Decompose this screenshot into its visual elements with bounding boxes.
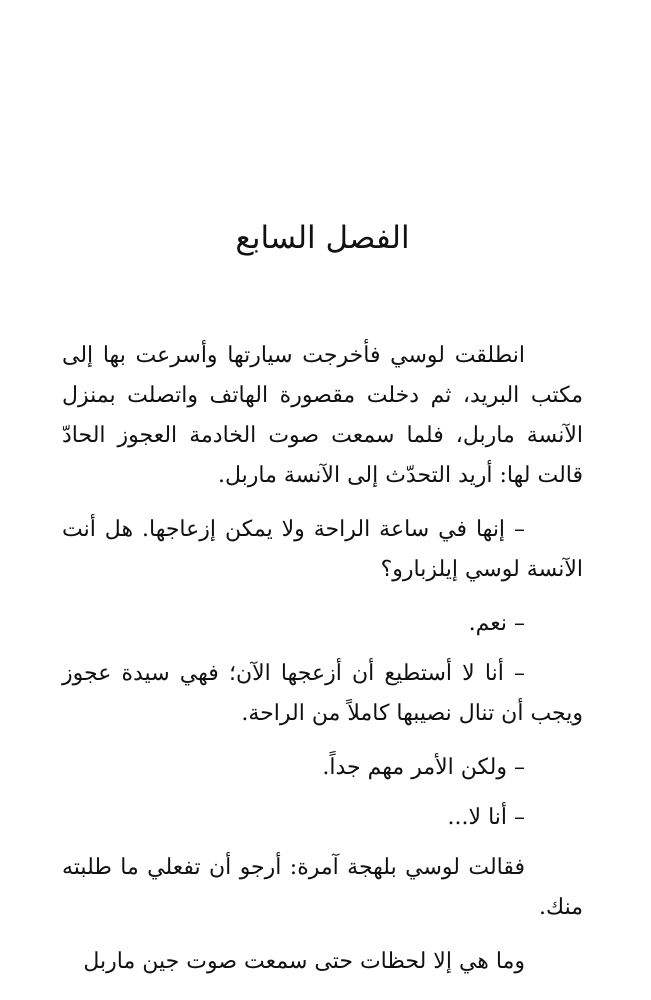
paragraph-6: – أنا لا... — [447, 805, 525, 830]
paragraph-5: – ولكن الأمر مهم جداً. — [322, 755, 525, 780]
chapter-body — [62, 336, 583, 996]
chapter-title: الفصل السابع — [235, 220, 410, 256]
book-page — [62, 0, 583, 1000]
paragraph-8: وما هي إلا لحظات حتى سمعت صوت جين ماربل — [83, 949, 525, 974]
paragraph-7: فقالت لوسي بلهجة آمرة: أرجو أن تفعلي ما طلبته منك. — [62, 855, 583, 920]
paragraph-4: – أنا لا أستطيع أن أزعجها الآن؛ فهي سيدة عجوز ويجب أن تنال نصيبها كاملاً من الراحة. — [62, 661, 583, 726]
paragraph-3: – نعم. — [468, 611, 525, 636]
paragraph-2: – إنها في ساعة الراحة ولا يمكن إزعاجها. هل أنت الآنسة لوسي إيلزبارو؟ — [62, 517, 583, 582]
paragraph-1: انطلقت لوسي فأخرجت سيارتها وأسرعت بها إلى مكتب البريد، ثم دخلت مقصورة الهاتف واتصلت بمنزل الآنسة ماربل، فلما سمعت صوت الخادمة العجوز الحادّ قالت لها: أريد التحدّث إلى الآنسة ماربل. — [62, 343, 583, 488]
